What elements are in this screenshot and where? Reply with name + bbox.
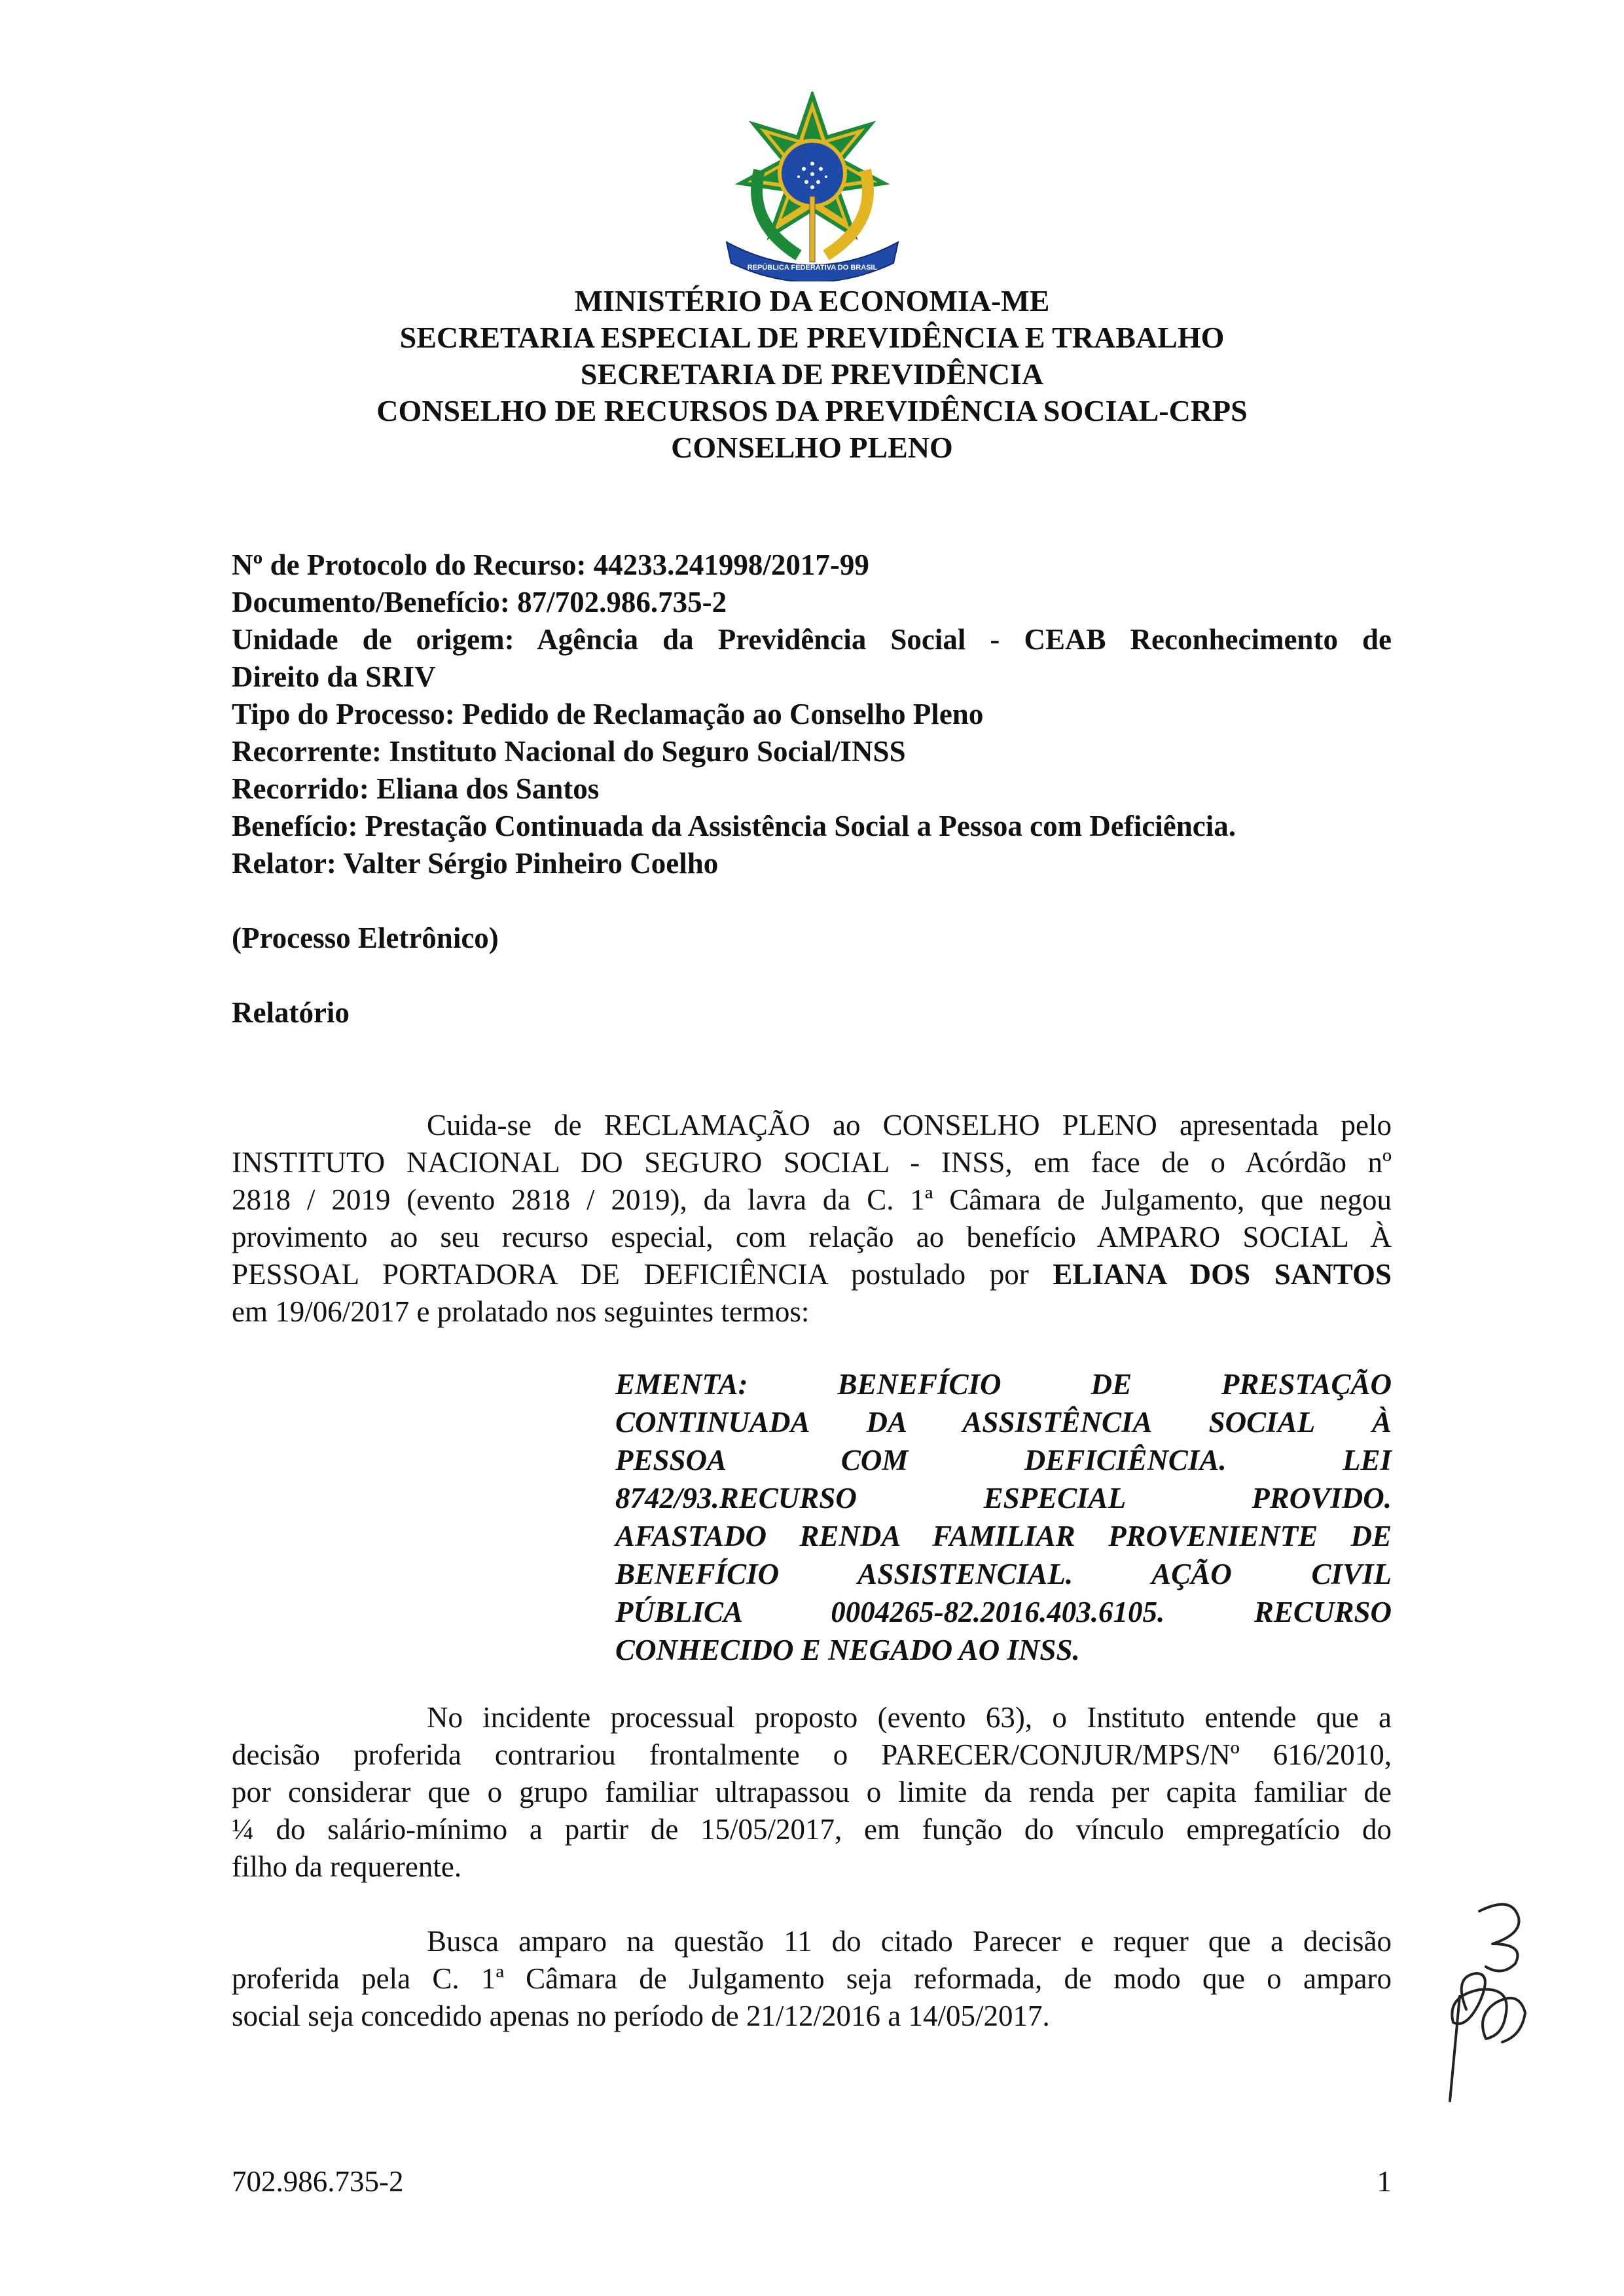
p1-line4: provimento ao seu recurso especial, com relação ao benefício AMPARO SOCIAL À xyxy=(232,1221,1392,1253)
meta-relator: Relator: Valter Sérgio Pinheiro Coelho xyxy=(232,847,719,880)
p3-line3: social seja concedido apenas no período de 21/12/2016 a 14/05/2017. xyxy=(232,2000,1050,2032)
brazil-coat-of-arms-emblem xyxy=(720,92,905,281)
meta-recorrido: Recorrido: Eliana dos Santos xyxy=(232,772,600,805)
paragraph-1 xyxy=(232,1107,1392,1331)
ementa-line5: AFASTADO RENDA FAMILIAR PROVENIENTE DE xyxy=(615,1520,1392,1552)
p1-line5-text: PESSOAL PORTADORA DE DEFICIÊNCIA postulado por xyxy=(232,1258,1029,1291)
ementa-line1: EMENTA: BENEFÍCIO DE PRESTAÇÃO xyxy=(615,1368,1392,1401)
meta-recorrente: Recorrente: Instituto Nacional do Seguro Social/INSS xyxy=(232,735,906,768)
p1-recorrido-name: ELIANA DOS SANTOS xyxy=(1053,1258,1392,1291)
emblem-date-text: 15 DE NOVEMBRO DE 1889 xyxy=(778,275,847,281)
header-ministerio: MINISTÉRIO DA ECONOMIA-ME xyxy=(574,284,1050,317)
p3-line2: proferida pela C. 1ª Câmara de Julgamento seja reformada, de modo que o amparo xyxy=(232,1962,1392,1995)
meta-processo-eletronico: (Processo Eletrônico) xyxy=(232,922,499,954)
meta-tipo-processo: Tipo do Processo: Pedido de Reclamação ao Conselho Pleno xyxy=(232,698,984,730)
p2-line3: por considerar que o grupo familiar ultrapassou o limite da renda per capita familiar de xyxy=(232,1776,1392,1808)
ementa-line4: 8742/93.RECURSO ESPECIAL PROVIDO. xyxy=(615,1482,1392,1515)
p1-line5 xyxy=(232,1256,1392,1293)
header-secretaria-previdencia: SECRETARIA DE PREVIDÊNCIA xyxy=(580,357,1044,391)
meta-beneficio: Benefício: Prestação Continuada da Assistência Social a Pessoa com Deficiência. xyxy=(232,810,1236,842)
meta-documento: Documento/Benefício: 87/702.986.735-2 xyxy=(232,586,727,619)
meta-unidade-line1: Unidade de origem: Agência da Previdência Social - CEAB Reconhecimento de xyxy=(232,623,1392,656)
ementa-quote xyxy=(615,1365,1392,1669)
paragraph-2 xyxy=(232,1699,1392,1886)
p3-line1: Busca amparo na questão 11 do citado Parecer e requer que a decisão xyxy=(427,1925,1392,1958)
ementa-line2: CONTINUADA DA ASSISTÊNCIA SOCIAL À xyxy=(615,1406,1392,1439)
p2-line4: ¼ do salário-mínimo a partir de 15/05/2017, em função do vínculo empregatício do xyxy=(232,1813,1392,1846)
p2-line2: decisão proferida contrariou frontalmente o PARECER/CONJUR/MPS/Nº 616/2010, xyxy=(232,1738,1392,1771)
ementa-line7: PÚBLICA 0004265-82.2016.403.6105. RECURSO xyxy=(615,1596,1392,1628)
header-secretaria-especial: SECRETARIA ESPECIAL DE PREVIDÊNCIA E TRABALHO xyxy=(399,321,1225,354)
p1-line3: 2818 / 2019 (evento 2818 / 2019), da lavra da C. 1ª Câmara de Julgamento, que negou xyxy=(232,1183,1392,1216)
section-heading-relatorio: Relatório xyxy=(232,996,350,1029)
footer-document-number: 702.986.735-2 xyxy=(232,2165,404,2198)
p1-line6: em 19/06/2017 e prolatado nos seguintes termos: xyxy=(232,1295,810,1328)
header-conselho-recursos: CONSELHO DE RECURSOS DA PREVIDÊNCIA SOCIAL-CRPS xyxy=(376,394,1248,427)
handwritten-signature xyxy=(1440,1898,1545,2108)
ementa-line8: CONHECIDO E NEGADO AO INSS. xyxy=(615,1634,1080,1666)
p2-line5: filho da requerente. xyxy=(232,1850,462,1883)
p1-line1: Cuida-se de RECLAMAÇÃO ao CONSELHO PLENO apresentada pelo xyxy=(427,1109,1392,1141)
meta-unidade-line2: Direito da SRIV xyxy=(232,660,436,693)
ementa-line6: BENEFÍCIO ASSISTENCIAL. AÇÃO CIVIL xyxy=(615,1558,1392,1590)
emblem-ribbon-text: REPÚBLICA FEDERATIVA DO BRASIL xyxy=(747,264,878,272)
p2-line1: No incidente processual proposto (evento 63), o Instituto entende que a xyxy=(427,1701,1392,1734)
ementa-line3: PESSOA COM DEFICIÊNCIA. LEI xyxy=(615,1444,1392,1477)
meta-protocolo: Nº de Protocolo do Recurso: 44233.241998/2017-99 xyxy=(232,548,869,581)
paragraph-3 xyxy=(232,1923,1392,2035)
header-conselho-pleno: CONSELHO PLENO xyxy=(671,431,953,464)
footer-page-number: 1 xyxy=(1377,2165,1392,2198)
p1-line2: INSTITUTO NACIONAL DO SEGURO SOCIAL - INSS, em face de o Acórdão nº xyxy=(232,1146,1392,1179)
